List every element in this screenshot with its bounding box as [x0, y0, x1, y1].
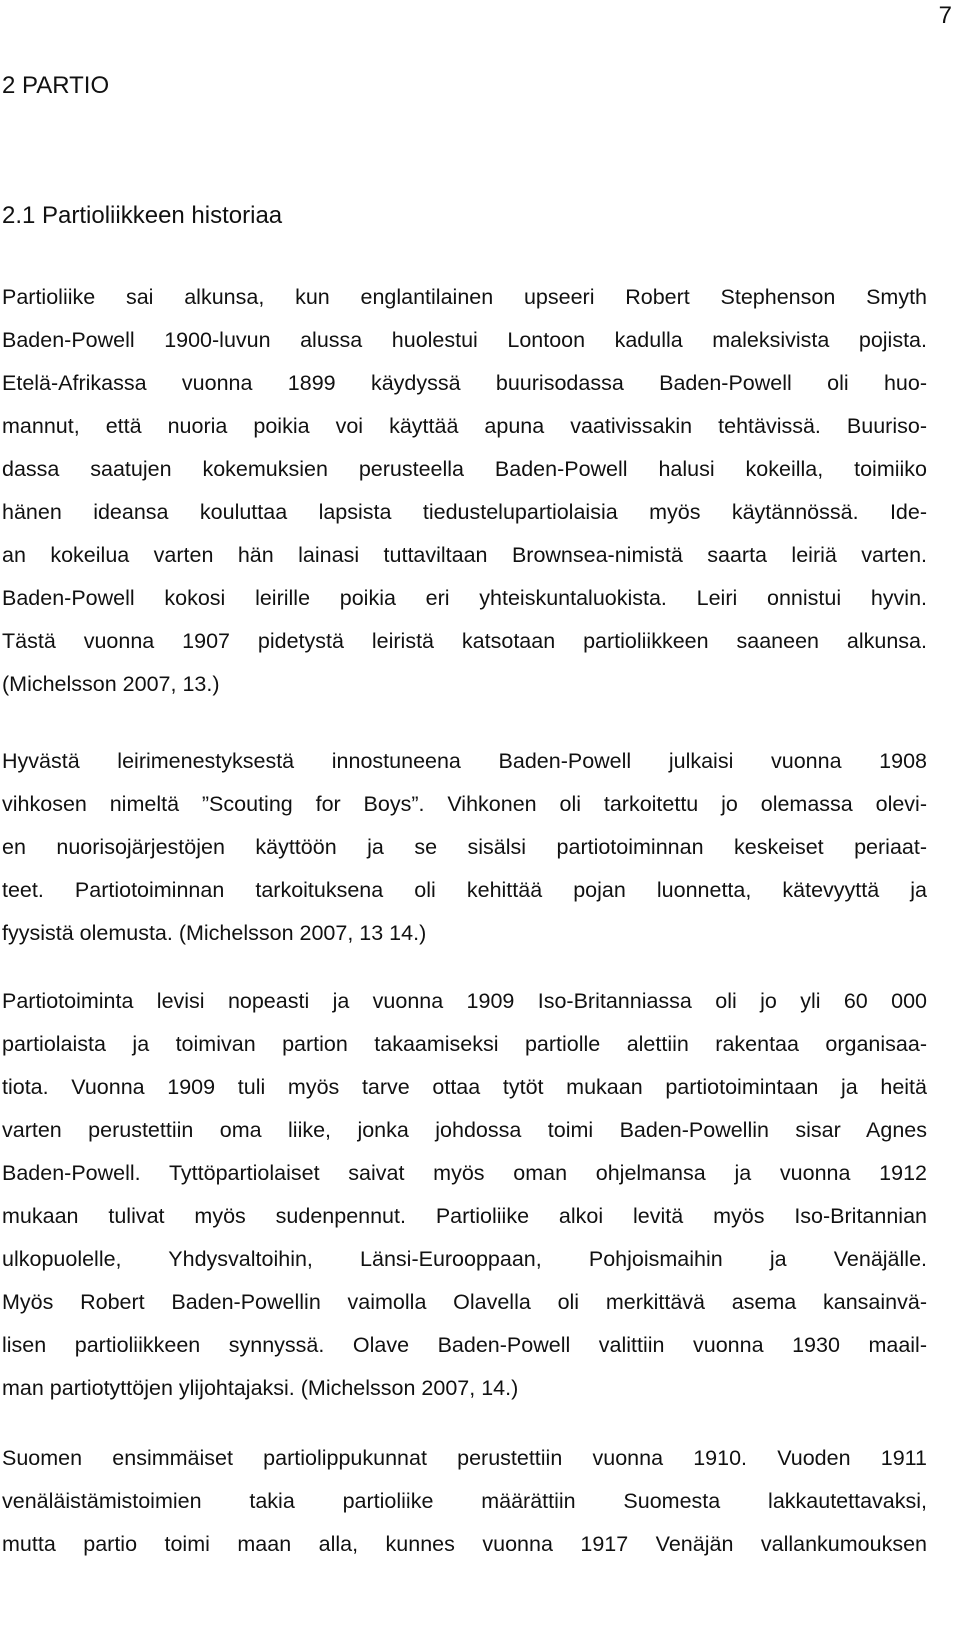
text-line: Tästä vuonna 1907 pidetystä leiristä katsotaan partioliikkeen saaneen alkunsa.: [2, 629, 927, 653]
text-line: mannut, että nuoria poikia voi käyttää apuna vaativissakin tehtävissä. Buuriso-: [2, 414, 927, 438]
text-line: Myös Robert Baden-Powellin vaimolla Olavella oli merkittävä asema kansainvä-: [2, 1290, 927, 1314]
page-number: 7: [938, 2, 952, 29]
text-line: Suomen ensimmäiset partiolippukunnat perustettiin vuonna 1910. Vuoden 1911: [2, 1446, 927, 1470]
text-line: partiolaista ja toimivan partion takaamiseksi partiolle alettiin rakentaa organisaa-: [2, 1032, 927, 1056]
text-line: Hyvästä leirimenestyksestä innostuneena Baden-Powell julkaisi vuonna 1908: [2, 749, 927, 773]
text-line: Baden-Powell 1900-luvun alussa huolestui Lontoon kadulla maleksivista pojista.: [2, 328, 927, 352]
text-line: Partiotoiminta levisi nopeasti ja vuonna 1909 Iso-Britanniassa oli jo yli 60 000: [2, 989, 927, 1013]
text-line: vihkosen nimeltä ”Scouting for Boys”. Vihkonen oli tarkoitettu jo olemassa olevi-: [2, 792, 927, 816]
paragraph-2: [2, 740, 927, 955]
text-line: varten perustettiin oma liike, jonka johdossa toimi Baden-Powellin sisar Agnes: [2, 1118, 927, 1142]
text-line: man partiotyttöjen ylijohtajaksi. (Michelsson 2007, 14.): [2, 1376, 519, 1400]
text-line: fyysistä olemusta. (Michelsson 2007, 13 14.): [2, 921, 427, 945]
text-line: an kokeilua varten hän lainasi tuttaviltaan Brownsea-nimistä saarta leiriä varten.: [2, 543, 927, 567]
chapter-heading: 2 PARTIO: [2, 72, 110, 99]
text-line: tiota. Vuonna 1909 tuli myös tarve ottaa tytöt mukaan partiotoimintaan ja heitä: [2, 1075, 927, 1099]
section-heading: 2.1 Partioliikkeen historiaa: [2, 202, 283, 229]
text-line: Etelä-Afrikassa vuonna 1899 käydyssä buurisodassa Baden-Powell oli huo-: [2, 371, 927, 395]
text-line: dassa saatujen kokemuksien perusteella Baden-Powell halusi kokeilla, toimiiko: [2, 457, 927, 481]
text-line: en nuorisojärjestöjen käyttöön ja se sisälsi partiotoiminnan keskeiset periaat-: [2, 835, 927, 859]
text-line: venäläistämistoimien takia partioliike määrättiin Suomesta lakkautettavaksi,: [2, 1489, 927, 1513]
text-line: mutta partio toimi maan alla, kunnes vuonna 1917 Venäjän vallankumouksen: [2, 1532, 927, 1556]
paragraph-1: [2, 276, 927, 706]
text-line: (Michelsson 2007, 13.): [2, 672, 220, 696]
text-line: Baden-Powell kokosi leirille poikia eri yhteiskuntaluokista. Leiri onnistui hyvin.: [2, 586, 927, 610]
text-line: lisen partioliikkeen synnyssä. Olave Baden-Powell valittiin vuonna 1930 maail-: [2, 1333, 927, 1357]
text-line: teet. Partiotoiminnan tarkoituksena oli kehittää pojan luonnetta, kätevyyttä ja: [2, 878, 927, 902]
paragraph-3: [2, 980, 927, 1410]
text-line: Partioliike sai alkunsa, kun englantilainen upseeri Robert Stephenson Smyth: [2, 285, 927, 309]
paragraph-4: [2, 1437, 927, 1566]
text-line: Baden-Powell. Tyttöpartiolaiset saivat myös oman ohjelmansa ja vuonna 1912: [2, 1161, 927, 1185]
text-line: mukaan tulivat myös sudenpennut. Partioliike alkoi levitä myös Iso-Britannian: [2, 1204, 927, 1228]
text-line: ulkopuolelle, Yhdysvaltoihin, Länsi-Eurooppaan, Pohjoismaihin ja Venäjälle.: [2, 1247, 927, 1271]
text-line: hänen ideansa kouluttaa lapsista tiedustelupartiolaisia myös käytännössä. Ide-: [2, 500, 927, 524]
